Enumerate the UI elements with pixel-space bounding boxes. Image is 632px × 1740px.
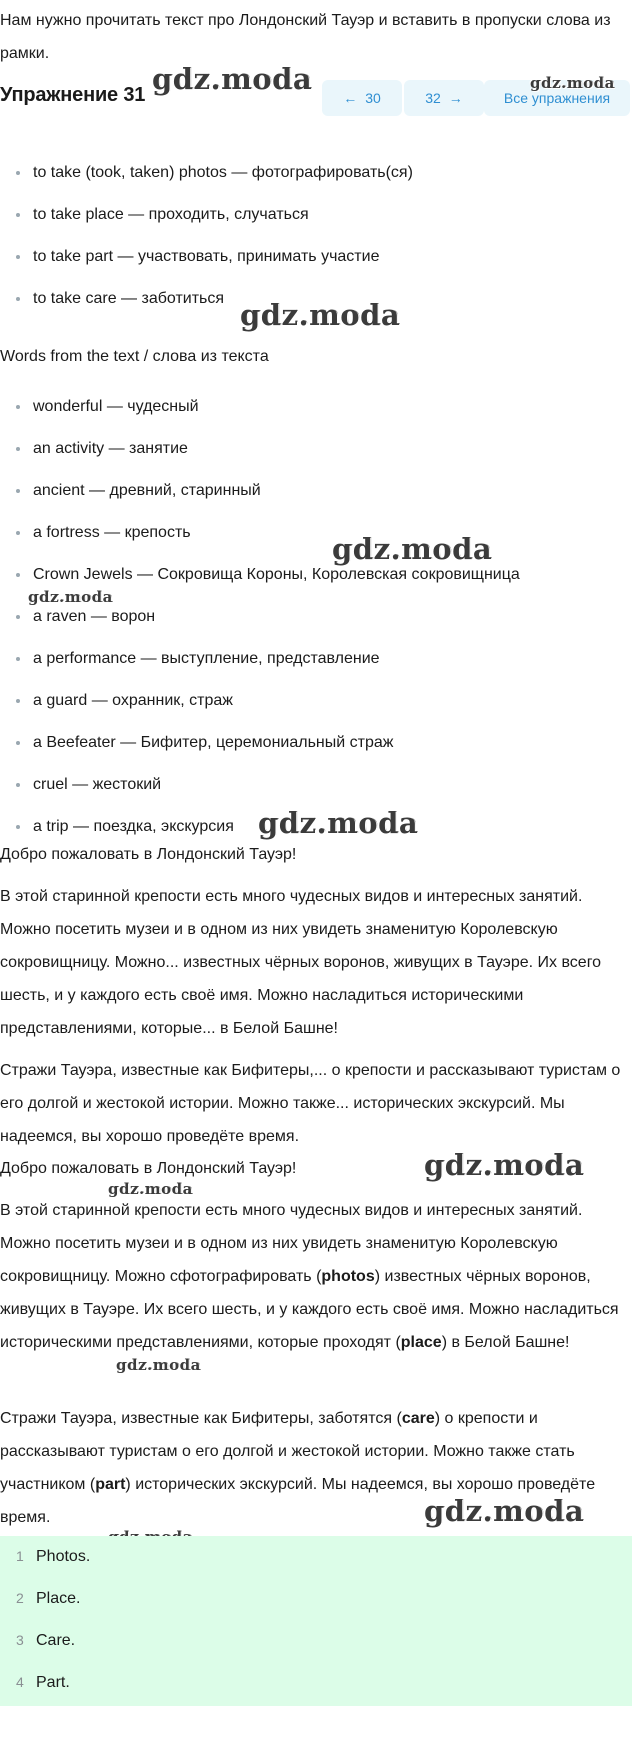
text-paragraph: Стражи Тауэра, известные как Бифитеры,... о крепости и рассказывают туристам о его долгой и жестокой истории. Можно также... исторических экскурсий. Мы надеемся, вы хорошо проведёте время. [0, 1062, 621, 1145]
phrase-list [0, 152, 413, 320]
list-item: wonderful — чудесный [0, 386, 520, 428]
list-item: a performance — выступление, представление [0, 638, 520, 680]
next-exercise-button[interactable] [404, 80, 484, 116]
list-item: a Beefeater — Бифитер, церемониальный страж [0, 722, 520, 764]
paragraph-segment: В этой старинной крепости есть много чудесных видов и интересных занятий. Можно посетить музеи и в одном из них увидеть знаменитую Королевскую сокровищницу. Можно сфотографировать [0, 1202, 583, 1285]
watermark-logo: gdz.moda [108, 1180, 193, 1198]
watermark-logo: gdz.moda [332, 532, 493, 566]
watermark-logo: gdz.moda [240, 298, 401, 332]
answer-word: photos [321, 1268, 375, 1285]
next-exercise-label: 32 [425, 90, 441, 106]
text-greeting: Добро пожаловать в Лондонский Тауэр! [0, 1160, 297, 1177]
paragraph-segment: исторических экскурсий. Мы надеемся, вы хорошо проведёте время. [0, 1476, 596, 1526]
filled-paragraph: Стражи Тауэра, известные как Бифитеры, заботятся (care) о крепости и рассказывают туристам о его долгой и жестокой истории. Можно также стать участником (part) исторических экскурсий. Мы надеемся, вы хорошо проведёте время. [0, 1410, 596, 1526]
list-item: an activity — занятие [0, 428, 520, 470]
text-greeting: Добро пожаловать в Лондонский Тауэр! [0, 846, 297, 863]
answer-item [16, 1590, 80, 1608]
answer-number: 3 [16, 1632, 24, 1648]
arrow-right-icon: → [448, 90, 463, 106]
paragraph-segment: о крепости и рассказывают туристам о его долгой и жестокой истории. Можно также стать участником [0, 1410, 575, 1493]
list-item: a raven — ворон [0, 596, 520, 638]
watermark-logo: gdz.moda [258, 806, 419, 840]
text-paragraph: В этой старинной крепости есть много чудесных видов и интересных занятий. Можно посетить музеи и в одном из них увидеть знаменитую Королевскую сокровищницу. Можно... известных чёрных воронов, живущих в Тауэре. Их всего шесть, и у каждого есть своё имя. Можно насладиться историческими представлениями, которые... в Белой Башне! [0, 888, 602, 1037]
watermark-logo: gdz.moda [116, 1356, 201, 1374]
all-exercises-label: Все упражнения [503, 90, 611, 106]
answer-item [16, 1674, 70, 1692]
answer-word: part [95, 1476, 126, 1493]
watermark-logo: gdz.moda [424, 1494, 585, 1528]
exercise-title: Упражнение 31 [0, 84, 146, 106]
list-item: to take care — заботиться [0, 278, 413, 320]
arrow-left-icon: ← [343, 90, 358, 106]
watermark-logo: gdz.moda [530, 74, 615, 92]
answer-word: care [401, 1410, 435, 1427]
word-list [0, 386, 520, 848]
task-intro: Нам нужно прочитать текст про Лондонский Тауэр и вставить в пропуски слова из рамки. [0, 12, 611, 62]
answer-text: Place. [36, 1590, 81, 1607]
list-item: to take part — участвовать, принимать участие [0, 236, 413, 278]
watermark-logo: gdz.moda [424, 1148, 585, 1182]
watermark-logo: gdz.moda [152, 62, 313, 96]
filled-paragraph: В этой старинной крепости есть много чудесных видов и интересных занятий. Можно посетить музеи и в одном из них увидеть знаменитую Королевскую сокровищницу. Можно сфотографировать (photos) известных чёрных воронов, живущих в Тауэре. Их всего шесть, и у каждого есть своё имя. Можно насладиться историческими представлениями, которые проходят (place) в Белой Башне! [0, 1202, 619, 1351]
prev-exercise-label: 30 [365, 90, 381, 106]
list-item: a guard — охранник, страж [0, 680, 520, 722]
list-item: a trip — поездка, экскурсия [0, 806, 520, 848]
watermark-logo: gdz.moda [28, 588, 113, 606]
list-item: cruel — жестокий [0, 764, 520, 806]
answer-text: Photos. [36, 1548, 91, 1565]
answers-list [0, 1536, 632, 1706]
list-item: a fortress — крепость [0, 512, 520, 554]
answer-word: place [400, 1334, 442, 1351]
words-heading: Words from the text / слова из текста [0, 348, 269, 365]
answer-text: Care. [36, 1632, 76, 1649]
list-item: to take (took, taken) photos — фотографировать(ся) [0, 152, 413, 194]
paragraph-segment: Стражи Тауэра, известные как Бифитеры, заботятся [0, 1410, 397, 1427]
list-item: to take place — проходить, случаться [0, 194, 413, 236]
answer-number: 2 [16, 1590, 24, 1606]
answer-item [16, 1632, 75, 1650]
paragraph-segment: в Белой Башне! [447, 1334, 570, 1351]
answer-number: 1 [16, 1548, 24, 1564]
paragraph-segment: известных чёрных воронов, живущих в Тауэре. Их всего шесть, и у каждого есть своё имя. Можно насладиться историческими представлениями, которые проходят [0, 1268, 619, 1351]
list-item: Crown Jewels — Сокровища Короны, Королевская сокровищница [0, 554, 520, 596]
list-item: ancient — древний, старинный [0, 470, 520, 512]
answer-number: 4 [16, 1674, 24, 1690]
prev-exercise-button[interactable] [322, 80, 402, 116]
answer-item [16, 1548, 90, 1566]
answer-text: Part. [36, 1674, 70, 1691]
